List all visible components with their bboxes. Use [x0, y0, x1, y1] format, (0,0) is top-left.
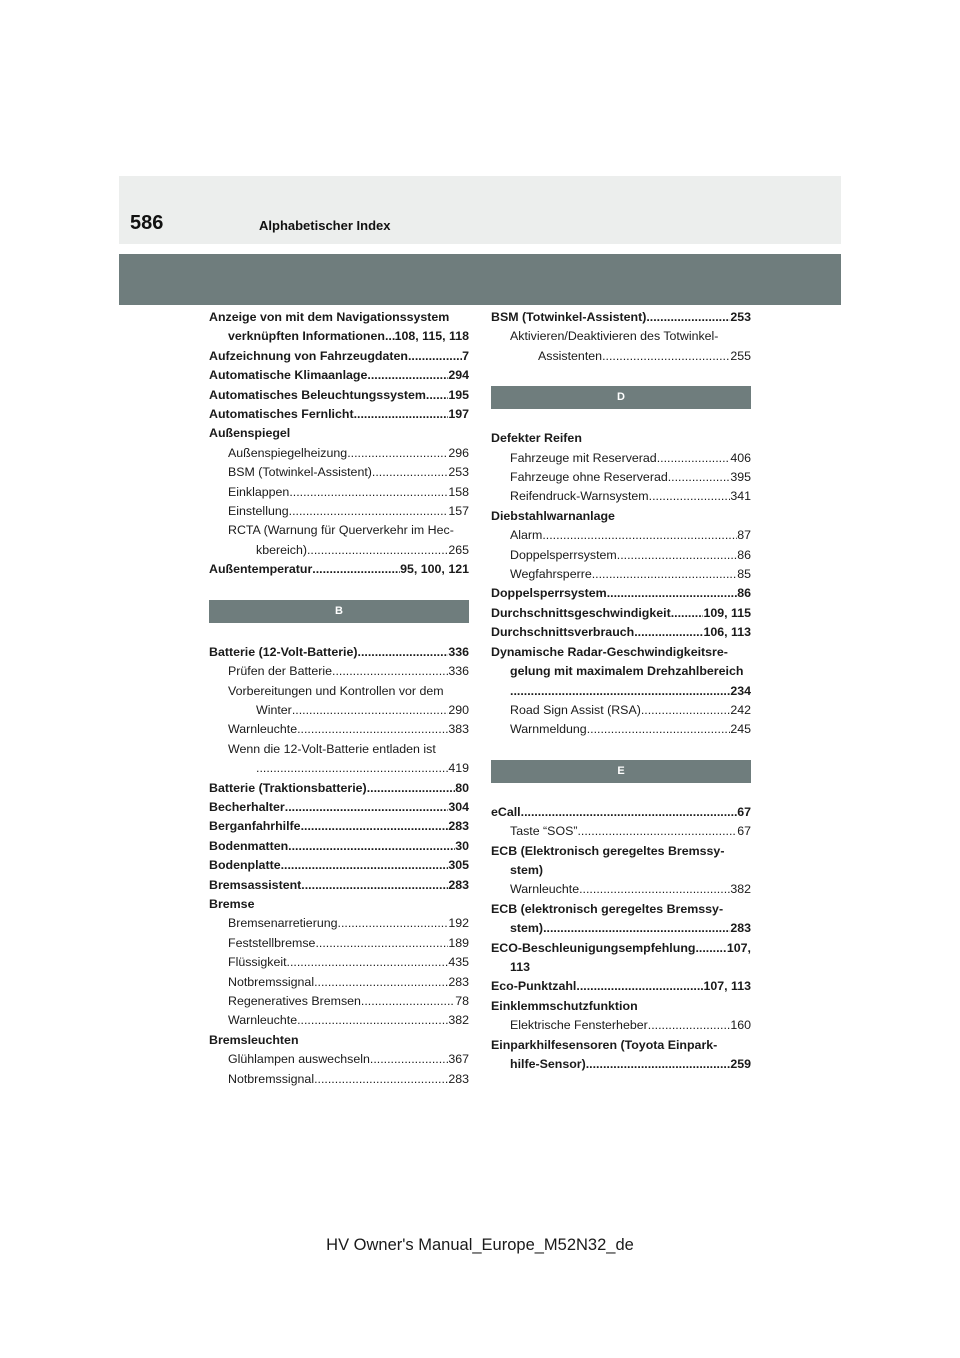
index-entry [209, 366, 469, 385]
page-ref: 109, 115 [703, 605, 751, 620]
entry-text: Road Sign Assist (RSA) [510, 702, 641, 717]
entry-text: Winter [256, 702, 292, 717]
index-subentry [209, 953, 469, 972]
entry-line [228, 1011, 469, 1030]
leader-dots [646, 308, 730, 327]
entry-text: BSM (Totwinkel-Assistent) [491, 310, 647, 324]
index-subentry [491, 468, 751, 487]
leader-dots [657, 449, 731, 468]
leader-dots [542, 526, 737, 545]
page-ref: 419 [448, 761, 469, 776]
entry-text: Notbremssignal [228, 974, 315, 989]
entry-line [228, 759, 469, 778]
leader-dots [256, 759, 448, 778]
letter-header: E [491, 760, 751, 783]
leader-dots [426, 386, 448, 405]
entry-line [510, 546, 751, 565]
index-subentry [209, 934, 469, 953]
page-ref: 108, 115, 118 [394, 329, 469, 344]
leader-dots [288, 837, 455, 856]
entry-text: Durchschnittsverbrauch [491, 625, 635, 640]
index-subentry [209, 682, 469, 721]
page-ref: 382 [730, 882, 751, 897]
entry-line [510, 526, 751, 545]
index-entry [491, 842, 751, 881]
page-ref: 242 [730, 702, 751, 717]
page-ref: 283 [448, 877, 469, 892]
index-subentry [491, 565, 751, 584]
entry-line: RCTA (Warnung für Querverkehr im Hec- [228, 523, 454, 538]
entry-line: Defekter Reifen [491, 431, 582, 446]
entry-line [209, 643, 469, 662]
index-subentry [209, 1070, 469, 1089]
entry-text: stem) [510, 921, 544, 936]
index-subentry [209, 483, 469, 502]
page-number: 586 [130, 212, 164, 234]
index-entry [491, 643, 751, 701]
index-entry [209, 837, 469, 856]
entry-line [228, 953, 469, 972]
entry-line: 113 [510, 959, 530, 974]
entry-line [209, 560, 469, 579]
page-ref: 296 [448, 445, 469, 460]
index-subentry [491, 720, 751, 739]
index-subentry [209, 502, 469, 521]
leader-dots [297, 720, 448, 739]
page-ref: 383 [448, 722, 469, 737]
entry-line [209, 817, 469, 836]
entry-line [491, 623, 751, 642]
page-ref: 283 [448, 974, 469, 989]
entry-text: Bodenplatte [209, 858, 281, 873]
entry-line [209, 386, 469, 405]
leader-dots [285, 798, 449, 817]
entry-line [510, 701, 751, 720]
entry-text: Batterie (Traktionsbatterie) [209, 780, 367, 795]
page-ref: 86 [737, 547, 751, 562]
page-ref: 259 [730, 1057, 751, 1071]
index-entry [209, 779, 469, 798]
entry-line [209, 798, 469, 817]
entry-line [228, 914, 469, 933]
leader-dots [668, 468, 731, 487]
entry-line [228, 720, 469, 739]
entry-line: Wenn die 12-Volt-Batterie entladen ist [228, 741, 436, 756]
index-entry [491, 308, 751, 327]
page-ref: 107, 113 [703, 979, 751, 994]
index-entry [209, 308, 469, 347]
page-ref: 265 [448, 542, 469, 557]
entry-line [209, 856, 469, 875]
entry-text: Regeneratives Bremsen [228, 994, 361, 1008]
page-ref: 197 [448, 407, 469, 422]
leader-dots [338, 914, 449, 933]
entry-text: Assistenten [538, 348, 603, 363]
page-ref: 87 [737, 528, 751, 543]
entry-line: ECB (elektronisch geregeltes Bremssy- [491, 901, 724, 916]
entry-text: Automatisches Beleuchtungssystem [209, 387, 426, 402]
index-entry [491, 977, 751, 996]
leader-dots [297, 1011, 448, 1030]
title-bar [119, 254, 841, 305]
page-ref: 95, 100, 121 [400, 562, 469, 577]
entry-line [491, 308, 751, 327]
entry-line [510, 487, 751, 506]
entry-line [209, 876, 469, 895]
entry-text: Wegfahrsperre [510, 567, 592, 582]
index-subentry [491, 546, 751, 565]
index-entry [491, 507, 751, 526]
leader-dots [332, 662, 448, 681]
entry-text: Doppelsperrsystem [491, 586, 607, 601]
leader-dots [354, 405, 449, 424]
entry-line [209, 405, 469, 424]
entry-text: Fahrzeuge mit Reserverad [510, 450, 657, 465]
index-subentry [209, 720, 469, 739]
leader-dots [648, 1016, 731, 1035]
entry-text: kbereich) [256, 542, 307, 557]
entry-line [510, 880, 751, 899]
entry-line: Dynamische Radar-Geschwindigkeitsre- [491, 644, 728, 659]
page-ref: 304 [448, 799, 469, 814]
index-subentry [209, 463, 469, 482]
leader-dots [592, 565, 737, 584]
leader-dots [543, 919, 730, 938]
leader-dots [314, 973, 448, 992]
letter-header: B [209, 600, 469, 623]
page-ref: 67 [737, 804, 751, 819]
entry-text: Warnmeldung [510, 722, 587, 737]
page-ref: 189 [448, 935, 469, 950]
page-ref: 192 [448, 916, 469, 931]
index-entry [209, 347, 469, 366]
page-ref: 253 [448, 465, 469, 480]
leader-dots [577, 822, 737, 841]
entry-line [209, 347, 469, 366]
index-column-left [209, 308, 469, 1089]
entry-text: Automatische Klimaanlage [209, 368, 368, 383]
leader-dots [576, 977, 703, 996]
leader-dots [408, 347, 462, 366]
section-title: Alphabetischer Index [259, 218, 391, 233]
leader-dots [372, 463, 448, 482]
index-subentry [209, 992, 469, 1011]
entry-text: Warnleuchte [510, 882, 580, 897]
entry-line [491, 604, 751, 623]
index-subentry [209, 662, 469, 681]
page-ref: 283 [730, 921, 751, 936]
index-subentry [491, 880, 751, 899]
index-subentry [209, 1050, 469, 1069]
footer-text: HV Owner's Manual_Europe_M52N32_de [326, 1236, 634, 1254]
index-entry [491, 939, 751, 978]
entry-text: Fahrzeuge ohne Reserverad [510, 470, 668, 485]
leader-dots [367, 779, 456, 798]
leader-dots [287, 953, 449, 972]
index-subentry [491, 701, 751, 720]
entry-line [228, 444, 469, 463]
entry-line [228, 483, 469, 502]
page-ref: 283 [448, 819, 469, 834]
page-ref: 290 [448, 702, 469, 717]
leader-dots [367, 366, 448, 385]
entry-line [228, 1070, 469, 1089]
entry-line: ECB (Elektronisch geregeltes Bremssy- [491, 843, 725, 858]
leader-dots [586, 1055, 731, 1074]
entry-text: Flüssigkeit [228, 955, 287, 970]
entry-line: Bremsleuchten [209, 1032, 299, 1047]
entry-text: Warnleuchte [228, 722, 298, 737]
page-ref: 157 [448, 504, 469, 519]
leader-dots [315, 934, 448, 953]
leader-dots [312, 560, 400, 579]
entry-line: Diebstahlwarnanlage [491, 508, 615, 523]
index-subentry [209, 973, 469, 992]
entry-text: BSM (Totwinkel-Assistent) [228, 465, 372, 480]
page-ref: 406 [730, 450, 751, 465]
index-entry [209, 386, 469, 405]
page-ref: 382 [448, 1013, 469, 1028]
entry-line [491, 1055, 751, 1074]
entry-line [510, 347, 751, 366]
index-entry [491, 429, 751, 448]
index-entry [209, 560, 469, 579]
index-column-right [491, 308, 751, 1074]
index-subentry [491, 487, 751, 506]
entry-text: Glühlampen auswechseln [228, 1052, 370, 1067]
entry-line [491, 803, 751, 822]
entry-line [510, 720, 751, 739]
entry-line [228, 992, 469, 1011]
leader-dots [385, 327, 395, 346]
leader-dots [289, 502, 449, 521]
page-ref: 78 [455, 994, 469, 1008]
index-subentry [209, 740, 469, 779]
page-ref: 195 [448, 387, 469, 402]
page-ref: 294 [448, 368, 469, 383]
entry-line [510, 449, 751, 468]
index-entry [491, 803, 751, 822]
page-ref: 107, [726, 940, 751, 955]
entry-text: Einstellung [228, 504, 289, 519]
index-subentry [491, 327, 751, 366]
entry-text: Bremsassistent [209, 877, 302, 892]
entry-text: Doppelsperrsystem [510, 547, 617, 562]
entry-text: Becherhalter [209, 799, 285, 814]
entry-line: Bremse [209, 896, 255, 911]
leader-dots [361, 992, 455, 1011]
leader-dots [358, 643, 449, 662]
entry-text: Außentemperatur [209, 562, 313, 577]
page-ref: 234 [730, 683, 751, 698]
entry-line [510, 468, 751, 487]
index-subentry [491, 449, 751, 468]
page-ref: 30 [455, 838, 469, 853]
leader-dots [289, 483, 448, 502]
page-ref: 158 [448, 484, 469, 499]
page-ref: 435 [448, 955, 469, 970]
index-subentry [491, 1016, 751, 1035]
index-entry [209, 895, 469, 914]
entry-text: Einklappen [228, 484, 290, 499]
index-entry [491, 604, 751, 623]
leader-dots [281, 856, 449, 875]
entry-line [228, 463, 469, 482]
entry-text: Prüfen der Batterie [228, 664, 333, 679]
index-entry [209, 643, 469, 662]
entry-line: Aktivieren/Deaktivieren des Totwinkel- [510, 329, 719, 344]
entry-line [209, 327, 469, 346]
page-ref: 85 [737, 567, 751, 582]
letter-header: D [491, 386, 751, 409]
page-ref: 253 [730, 310, 751, 324]
leader-dots [602, 347, 730, 366]
entry-line [228, 541, 469, 560]
index-entry [209, 405, 469, 424]
index-subentry [209, 914, 469, 933]
entry-line [209, 366, 469, 385]
index-subentry [209, 1011, 469, 1030]
entry-line [228, 973, 469, 992]
entry-line [491, 919, 751, 938]
entry-text: Batterie (12-Volt-Batterie) [209, 644, 358, 659]
entry-text: Bodenmatten [209, 838, 289, 853]
entry-line: stem) [510, 862, 544, 877]
entry-line [228, 502, 469, 521]
entry-line [209, 779, 469, 798]
entry-line: Einparkhilfesensoren (Toyota Einpark- [491, 1037, 718, 1052]
entry-line [491, 584, 751, 603]
entry-text: Aufzeichnung von Fahrzeugdaten [209, 348, 408, 363]
entry-line [510, 822, 751, 841]
entry-line [491, 682, 751, 701]
page-ref: 367 [448, 1052, 469, 1067]
leader-dots [634, 623, 703, 642]
page-ref: 336 [448, 644, 469, 659]
index-entry [209, 876, 469, 895]
entry-line [228, 662, 469, 681]
index-subentry [491, 526, 751, 545]
entry-text: ECO-Beschleunigungsempfehlung.. [491, 940, 703, 955]
entry-text: Außenspiegelheizung [228, 445, 348, 460]
index-entry [209, 424, 469, 443]
page-ref: 336 [448, 664, 469, 679]
index-entry [209, 817, 469, 836]
leader-dots [370, 1050, 448, 1069]
entry-text: Warnleuchte [228, 1013, 298, 1028]
index-entry [491, 584, 751, 603]
entry-line: Einklemmschutzfunktion [491, 998, 638, 1013]
index-entry [491, 900, 751, 939]
leader-dots [587, 720, 731, 739]
entry-text: Feststellbremse [228, 935, 316, 950]
entry-line [209, 837, 469, 856]
page-ref: 283 [448, 1071, 469, 1086]
leader-dots [292, 701, 449, 720]
page-ref: 255 [730, 348, 751, 363]
index-entry [491, 623, 751, 642]
leader-dots [649, 487, 731, 506]
entry-text: eCall [491, 804, 521, 819]
entry-text: Alarm [510, 528, 543, 543]
page-ref: 7 [462, 348, 469, 363]
entry-text: Bremsenarretierung [228, 916, 338, 931]
entry-text: Reifendruck-Warnsystem [510, 489, 649, 504]
entry-line [228, 701, 469, 720]
page-ref: 160 [730, 1018, 751, 1033]
leader-dots [510, 682, 730, 701]
entry-text: Elektrische Fensterheber [510, 1018, 648, 1033]
index-entry [491, 997, 751, 1016]
entry-text: Durchschnittsgeschwindigkeit [491, 605, 671, 620]
entry-line [491, 939, 751, 958]
page-ref: 67 [737, 824, 751, 839]
entry-text: Notbremssignal [228, 1071, 315, 1086]
page-ref: 305 [448, 858, 469, 873]
leader-dots [671, 604, 704, 623]
page-ref: 80 [455, 780, 469, 795]
entry-text: Taste “SOS” [510, 824, 578, 839]
leader-dots [301, 817, 449, 836]
entry-line [510, 1016, 751, 1035]
leader-dots [307, 541, 448, 560]
entry-line [491, 977, 751, 996]
entry-text: Automatisches Fernlicht [209, 407, 354, 422]
entry-text: hilfe-Sensor) [510, 1057, 586, 1071]
leader-dots [617, 546, 737, 565]
index-subentry [491, 822, 751, 841]
entry-text: Eco-Punktzahl [491, 979, 577, 994]
index-entry [209, 856, 469, 875]
index-entry [209, 798, 469, 817]
leader-dots [607, 584, 738, 603]
spacer [702, 939, 727, 958]
leader-dots [579, 880, 730, 899]
entry-line: gelung mit maximalem Drehzahlbereich [510, 664, 744, 679]
entry-text: verknüpften Informationen [228, 329, 385, 344]
leader-dots [521, 803, 738, 822]
index-entry [491, 1036, 751, 1075]
leader-dots [314, 1070, 448, 1089]
leader-dots [641, 701, 730, 720]
entry-line [228, 934, 469, 953]
index-subentry [209, 444, 469, 463]
leader-dots [301, 876, 448, 895]
entry-line: Vorbereitungen und Kontrollen vor dem [228, 683, 444, 698]
leader-dots [347, 444, 448, 463]
index-subentry [209, 521, 469, 560]
entry-line [228, 1050, 469, 1069]
page-ref: 245 [730, 722, 751, 737]
page-ref: 106, 113 [703, 625, 751, 640]
entry-text: Berganfahrhilfe [209, 819, 301, 834]
entry-line: Anzeige von mit dem Navigationssystem [209, 310, 450, 324]
entry-line: Außenspiegel [209, 426, 291, 441]
page-ref: 341 [730, 489, 751, 504]
header-band [119, 176, 841, 244]
page-ref: 395 [730, 470, 751, 485]
entry-line [510, 565, 751, 584]
page-ref: 86 [737, 586, 751, 601]
index-entry [209, 1031, 469, 1050]
